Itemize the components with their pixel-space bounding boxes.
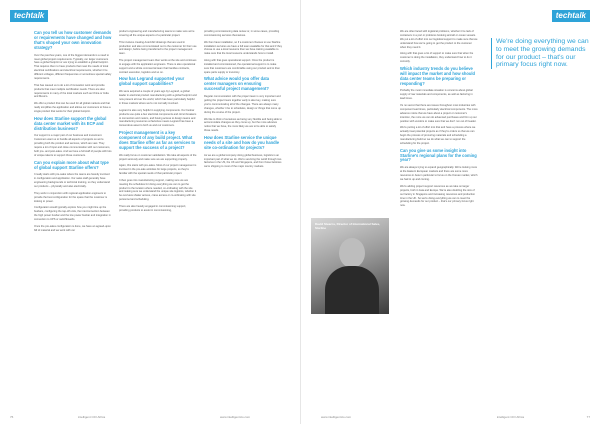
body-paragraph: Over the past few years, one of the biggest demands is a need to meet global project requirements. Typically, our larger customers have a global footprint or are trying to establish a global footprint. That requires them to have products that meet the needs of local electrical certifications and electrical requirements, whether it be different voltages, different frequencies or sometimes special safety requirements. <box>34 53 112 81</box>
body-paragraph: They work in conjunction with regional application engineers to provide the best configuration for the space that the customer is looking to power. <box>34 191 108 203</box>
portrait-body <box>325 266 379 314</box>
page-number: 76 <box>10 415 14 419</box>
magazine-name: intelligent CIO Africa <box>496 415 524 419</box>
body-paragraph: It's no secret that there are issues throughout most industries with component lead times, particularly electrical components. The more advance notice that we have about a project or customer's intention, the more we can do advanced purchases and firm up our position with vendors to make sure that we don't run out of header. <box>400 103 478 123</box>
question-heading: How does Starline service the unique needs of a site and how do you handle site co-ordination for projects? <box>204 134 280 150</box>
body-paragraph: Along with that goes a lot of support to make sure that when the customer is doing the installation, they understand how to do it correctly. <box>400 52 474 64</box>
body-paragraph: Our support is a major part of our business and investment. Customers want us to handle all aspects of projects so we're providing both the product and services, which are vast. They require a lot of input and close communication with our customers, both pre- and post-sales. And we have a full staff of people with lots of unique talents to support those customers. <box>34 134 112 157</box>
magazine-name: intelligent CIO Africa <box>78 415 106 419</box>
left-column-1 <box>34 30 112 235</box>
website-link[interactable]: www.intelligentcio.com <box>220 415 251 419</box>
body-paragraph: product engineering and manufacturing teams to make sure we're covering all the unique aspects of a particular project. <box>119 30 195 37</box>
body-paragraph: Again, this starts with pre-sales. Most of our project management is involved in the pre-sale activities for large projects, so they're familiar with the special needs of that particular project. <box>119 164 197 176</box>
pull-quote: We're doing everything we can to meet the growing demands for our product – that's our primary focus right now. <box>491 38 591 69</box>
body-paragraph: Probably the most immediate situation is concerns about global supply of raw materials and components, as well as factoring in lead times. <box>400 89 473 101</box>
body-paragraph: Along with that goes operational support. Once the product is installed and commissioned, the operational support is to make sure that customers are comfortable using our product and to then spare parts supply or inventory. <box>204 59 280 74</box>
body-paragraph: We really focus on customer satisfaction. We take all aspects of the project seriously and make sure we are supporting properly. <box>119 153 197 161</box>
interviewee-photo <box>311 218 389 314</box>
body-paragraph: We are always trying to expand geographically. We're looking more at the Eastern European markets and there are some more resources in Asia in particular to focus on the Korean market, which we had to up and coming. <box>400 166 478 182</box>
right-page <box>300 0 600 424</box>
body-paragraph: Configuration would typically explore how you might line up the busbars, configuring the tap-off units, the interconnection between the high power busbar and the low power busbar and integration in connection to UPS or switchboards. <box>34 206 111 222</box>
body-paragraph: We offer a product that can be used for all global markets and that really simplifies the application and allows our customers to have a single product that works for their global footprint. <box>34 102 111 113</box>
body-paragraph: It then goes into manufacturing support, making sure we are meeting the schedules for doing everything we can to get the product to the location where needed, co-ordinating with the site and making sure we understand the unique site logistics, whether it be overview shaker access, crane access or co-ordinating with site personnel and scheduling. <box>119 178 197 202</box>
question-heading: What advice would you offer data center managers on ensuring successful project management? <box>204 76 270 92</box>
body-paragraph: Legrand is also very helpful in supplying components. Our busbar products use quite a few electrical components and circuit breakers to connectors and meters, and having access to design teams and manufacturing resources at factories means Legrand has been a tremendous asset to both us and our customers. <box>119 108 197 128</box>
body-paragraph: Once the pre-sales configuration is done, we have an agreed-upon bill of material and we work with our <box>34 224 111 232</box>
body-paragraph: It really starts with pre-sales where the teams are heavily involved in configuration and application. Our sales staff generally have engineering backgrounds or technical training, so they understand our products – physically and also electrically. <box>34 173 110 189</box>
left-column-2 <box>119 30 197 216</box>
photo-caption: David Stearns, Director of International Sales, Starline <box>315 222 381 230</box>
website-link[interactable]: www.intelligentcio.com <box>321 415 352 419</box>
question-heading: Can you give us some insight into Starline's regional plans for the coming year? <box>400 147 477 163</box>
body-paragraph: We like to think of ourselves as being very flexible and being able to accommodate changes as they come up, but the more advance notice that we have, the more likely we are to be able to satisfy those needs. <box>204 117 282 133</box>
body-paragraph: There are also heavily engaged in commissioning support, providing products to assist in commissioning, <box>119 205 187 212</box>
question-heading: Can you explain more about what type of global support Starline offers? <box>34 159 109 170</box>
techtalk-logo: techtalk <box>10 10 48 22</box>
body-paragraph: providing commissioning data review or, in some cases, providing commissioning services themselves. <box>204 30 280 37</box>
body-paragraph: As we are a global company doing global business, logistics is an important part of what we do. We're servicing the world through two factories in the US, the UK and Singapore, and from those factories we're shipping to most of the major country markets. <box>204 153 282 169</box>
body-paragraph: The project management team then works at the site and continues to engage with the application engineers. There is also operational support and a whole commercial team that handles contracts, contract execution, logistics and so on. <box>119 59 197 74</box>
right-column-2 <box>400 30 478 211</box>
question-heading: Can you tell us how customer demands or requirements have changed and how that's shaped your own innovation strategy? <box>34 30 112 50</box>
body-paragraph: We're putting a lot of effort into that and have a process where we actually treat potential projects as if they're orders so that we can begin the process of procuring materials and scheduling a manufacturing build so we do what we can to support the scheduling for the project. <box>400 126 476 145</box>
question-heading: How does Starline support the global data center market with its ECP and distribution business? <box>34 115 107 131</box>
body-paragraph: We were acquired a couple of years ago by Legrand, a global leader in electrical product manufacturing with a global footprint and now present all over the world, which has been particularly helpful in those markets where we're not normally involved. <box>119 90 197 105</box>
body-paragraph: This involves creating AutoCAD drawings that are used in production and also communicated out to the customer for their use and design, before being transferred to the project management team. <box>119 40 197 56</box>
question-heading: How has Legrand supported your global support capabilities? <box>119 76 185 87</box>
portrait-head <box>339 238 365 268</box>
body-paragraph: Regular communication with the project team is very important and getting the project team together early is also key, making sure you're communicating all of the changes. There are always many changes, whether it be to schedules, design or things that come up during the course of the project. <box>204 95 281 114</box>
techtalk-logo: techtalk <box>552 10 590 22</box>
page-number: 77 <box>586 415 590 419</box>
left-column-3 <box>204 30 282 172</box>
question-heading: Project management is a key component of any build project. What does Starline offer as far as services to support the success of a project? <box>119 130 196 150</box>
body-paragraph: We're adding project support resources as we take on larger projects, both in Asia and Europe. We're also doubling the size of our factory in Singapore and increasing resources and production time in the UK. So we're doing everything we can to meet the growing demands for our product – that's our primary focus right now. <box>400 184 476 208</box>
body-paragraph: We then have installation, so if a customer chooses to use Starline installation services we have a full team available for that and if they choose to use a local resource then we have training available to make sure that the local resource understands how to install. <box>204 40 282 56</box>
body-paragraph: We are often faced with logistical problems, whether it be lack of containers in a port or problems booking aircraft or ocean vessels. We put a lot of effort into our logistical support to make sure that we understand how we're going to get the product to the customer when they need it. <box>400 30 478 49</box>
question-heading: Which industry trends do you believe will impact the market and how should data center teams be preparing or responding? <box>400 65 476 86</box>
body-paragraph: That has caused us to do a lot of innovation work and provide products that meet multiple certification needs. There are also requirements in many of the local markets such as China or India and Mexico. <box>34 83 109 99</box>
